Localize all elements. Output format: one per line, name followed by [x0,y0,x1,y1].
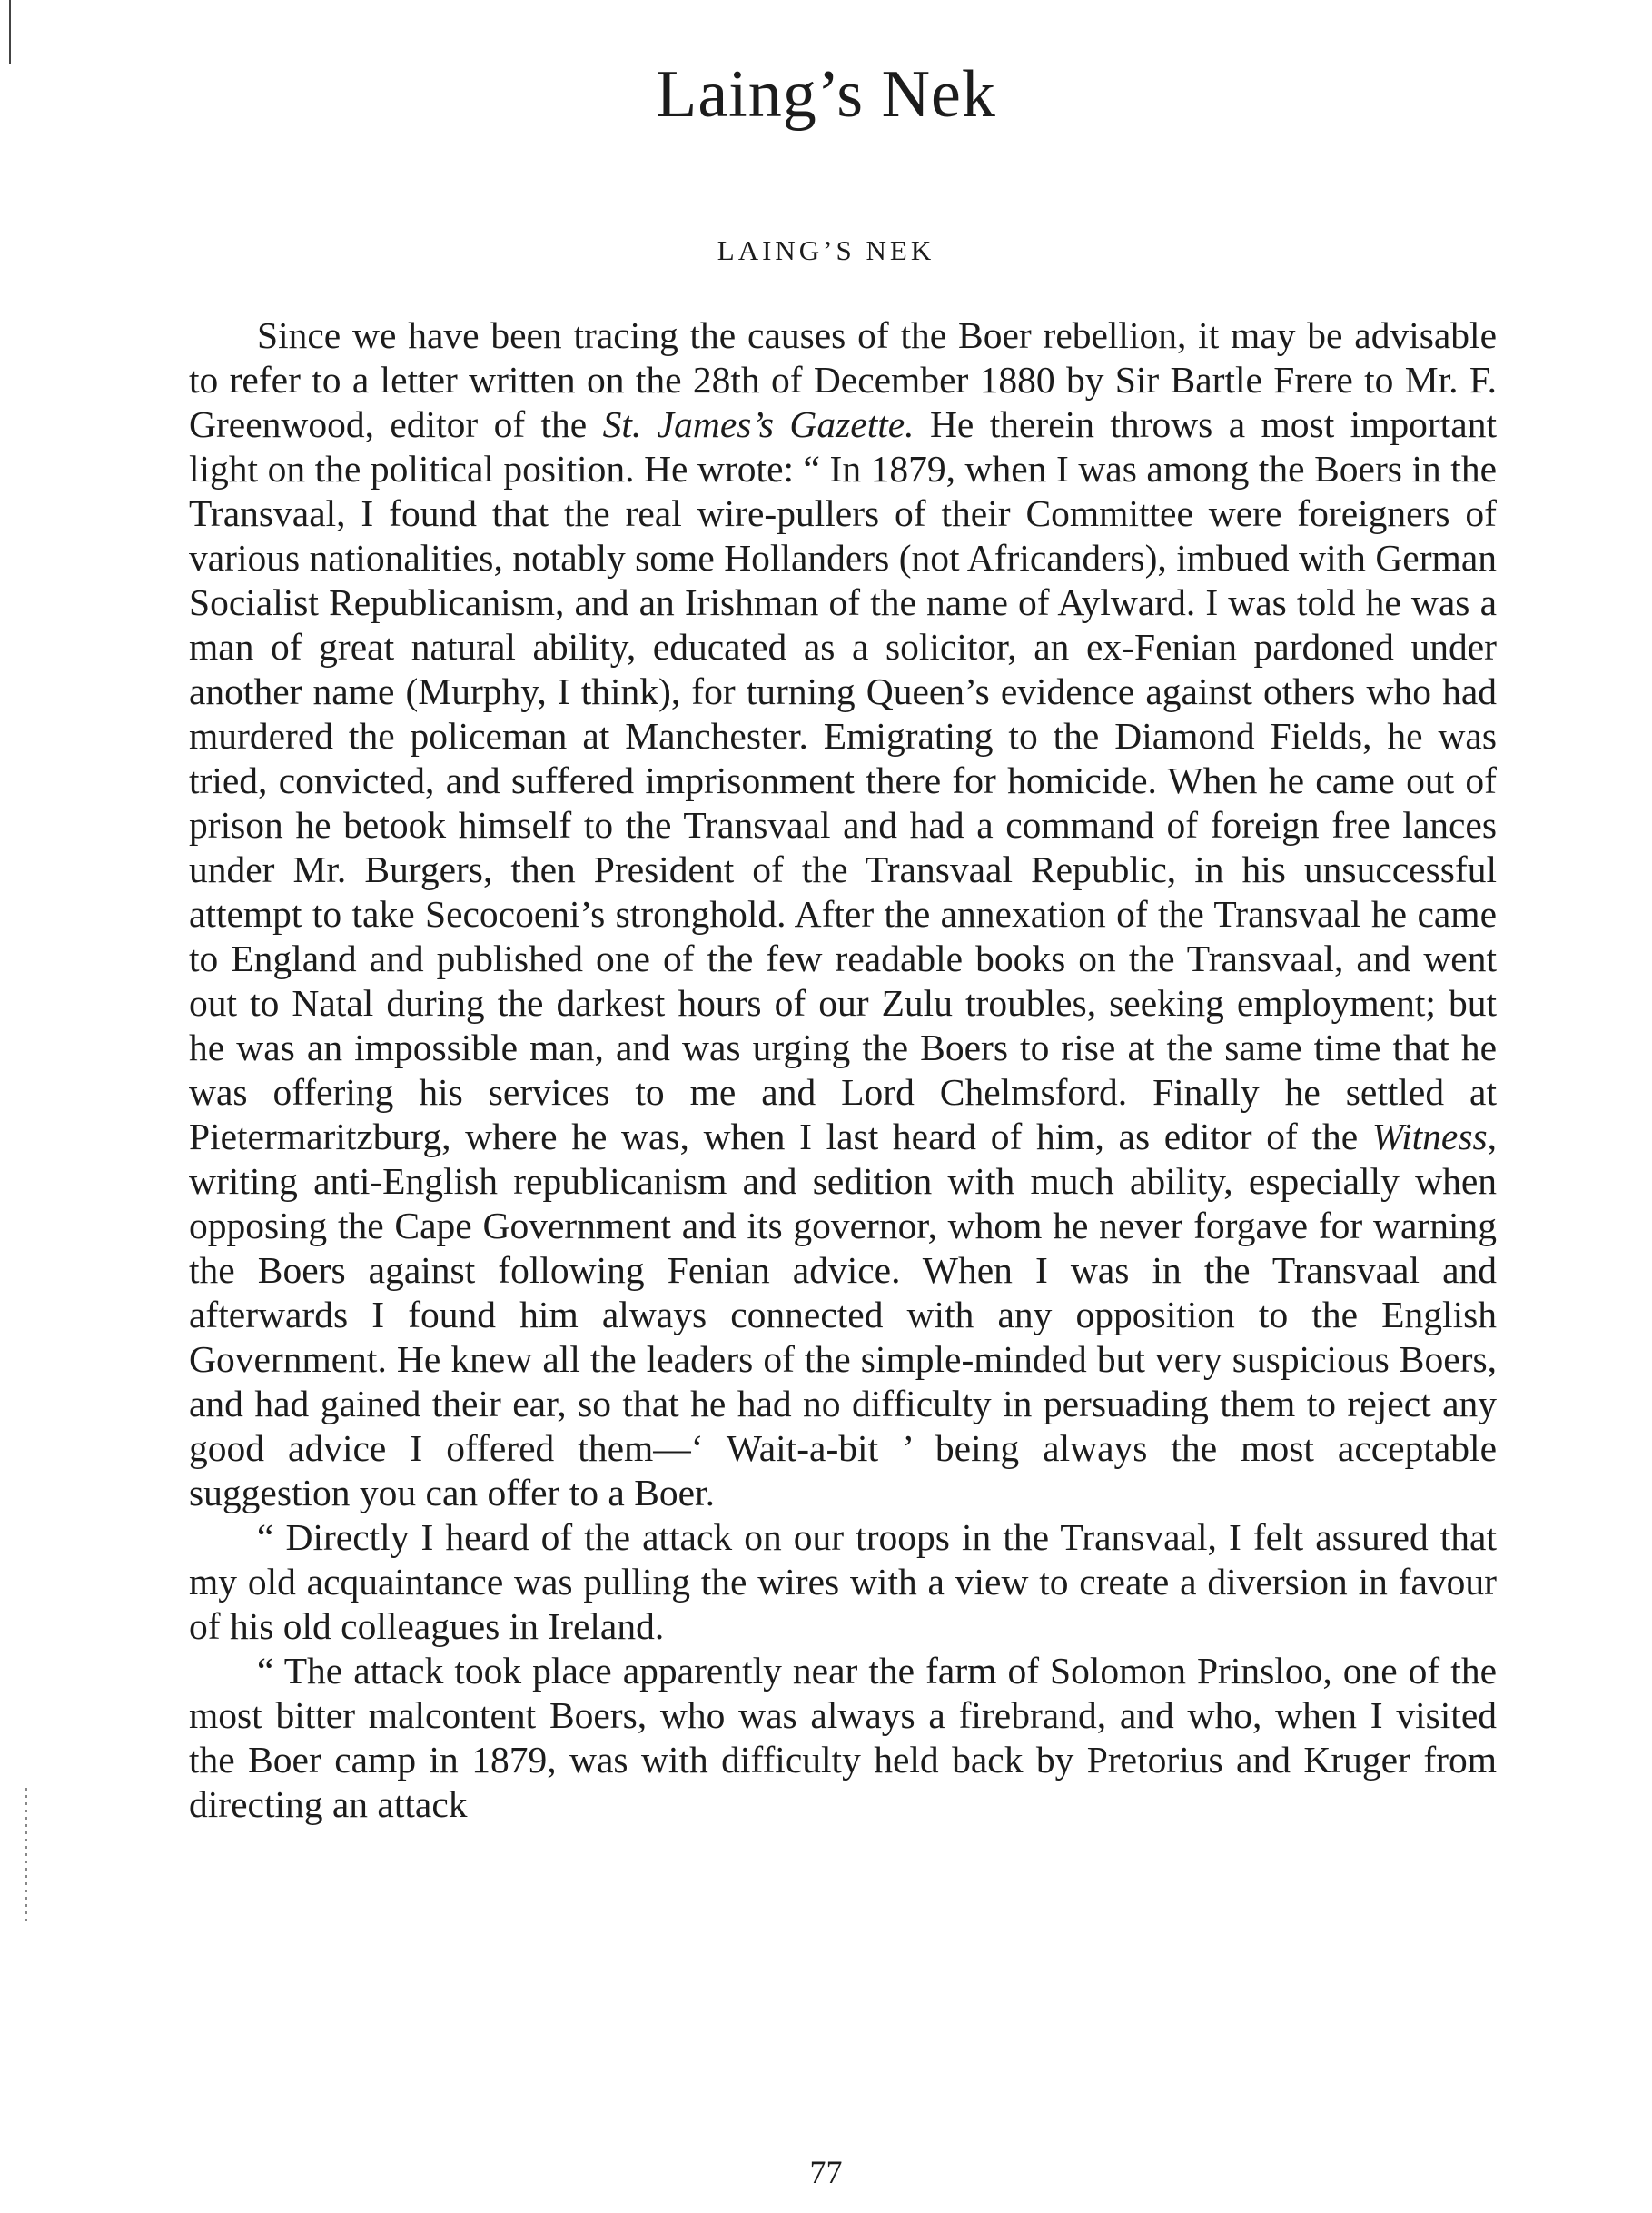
scan-margin-specks [25,1788,27,1924]
text-segment: He therein throws a most important light on the political position. He wrote: “ In 1879, when I was among the Boers in the Transvaal, I found that the real wire-pullers of their Committee were foreigners of various nationalities, notably some Hollanders (not Africanders), imbued with German Socialist Republicanism, and an Irishman of the name of Aylward. I was told he was a man of great natural ability, educated as a solicitor, an ex-Fenian pardoned under another name (Murphy, I think), for turning Queen’s evidence against others who had murdered the policeman at Manchester. Emigrating to the Diamond Fields, he was tried, convicted, and suffered imprisonment there for homicide. When he came out of prison he betook himself to the Transvaal and had a command of foreign free lances under Mr. Burgers, then President of the Transvaal Republic, in his unsuccessful attempt to take Secocoeni’s stronghold. After the annexation of the Transvaal he came to England and published one of the few readable books on the Transvaal, and went out to Natal during the darkest hours of our Zulu troubles, seeking employment; but he was an impossible man, and was urging the Boers to rise at the same time that he was offering his services to me and Lord Chelmsford. Finally he settled at Pietermaritzburg, where he was, when I last heard of him, as editor of the [189,403,1497,1157]
chapter-title: LAING’S NEK [717,234,935,266]
running-head: Laing’s Nek [656,57,996,132]
italic-title-st-jamess-gazette: St. James’s Gazette. [602,403,915,445]
text-segment: “ The attack took place apparently near the farm of Solomon Prinsloo, one of the most bitter malcontent Boers, who was always a firebrand, and who, when I visited the Boer camp in 1879, was with difficulty held back by Pretorius and Kruger from directing an attack [189,1650,1497,1825]
paragraph [189,1649,1497,1827]
text-segment: Since we have been tracing the causes of the Boer rebellion, it may be advisable to refer to a letter written on the 28th of December 1880 by Sir Bartle Frere to Mr. F. Greenwood, editor of the [189,314,1497,445]
paragraph [189,1515,1497,1649]
italic-title-witness: Witness [1371,1116,1488,1157]
paragraph [189,313,1497,1515]
text-segment: , writing anti-English republicanism and sedition with much ability, especially when opposing the Cape Government and its governor, whom he never forgave for warning the Boers against following Fenian advice. When I was in the Transvaal and afterwards I found him always connected with any opposition to the English Government. He knew all the leaders of the simple-minded but very suspicious Boers, and had gained their ear, so that he had no difficulty in persuading them to reject any good advice I offered them—‘ Wait-a-bit ’ being always the most acceptable suggestion you can offer to a Boer. [189,1116,1497,1513]
page-number: 77 [809,2154,843,2190]
body-text [189,313,1497,1827]
scan-edge-mark [9,0,11,64]
text-segment: “ Directly I heard of the attack on our troops in the Transvaal, I felt assured that my old acquaintance was pulling the wires with a view to create a diversion in favour of his old colleagues in Ireland. [189,1516,1497,1647]
